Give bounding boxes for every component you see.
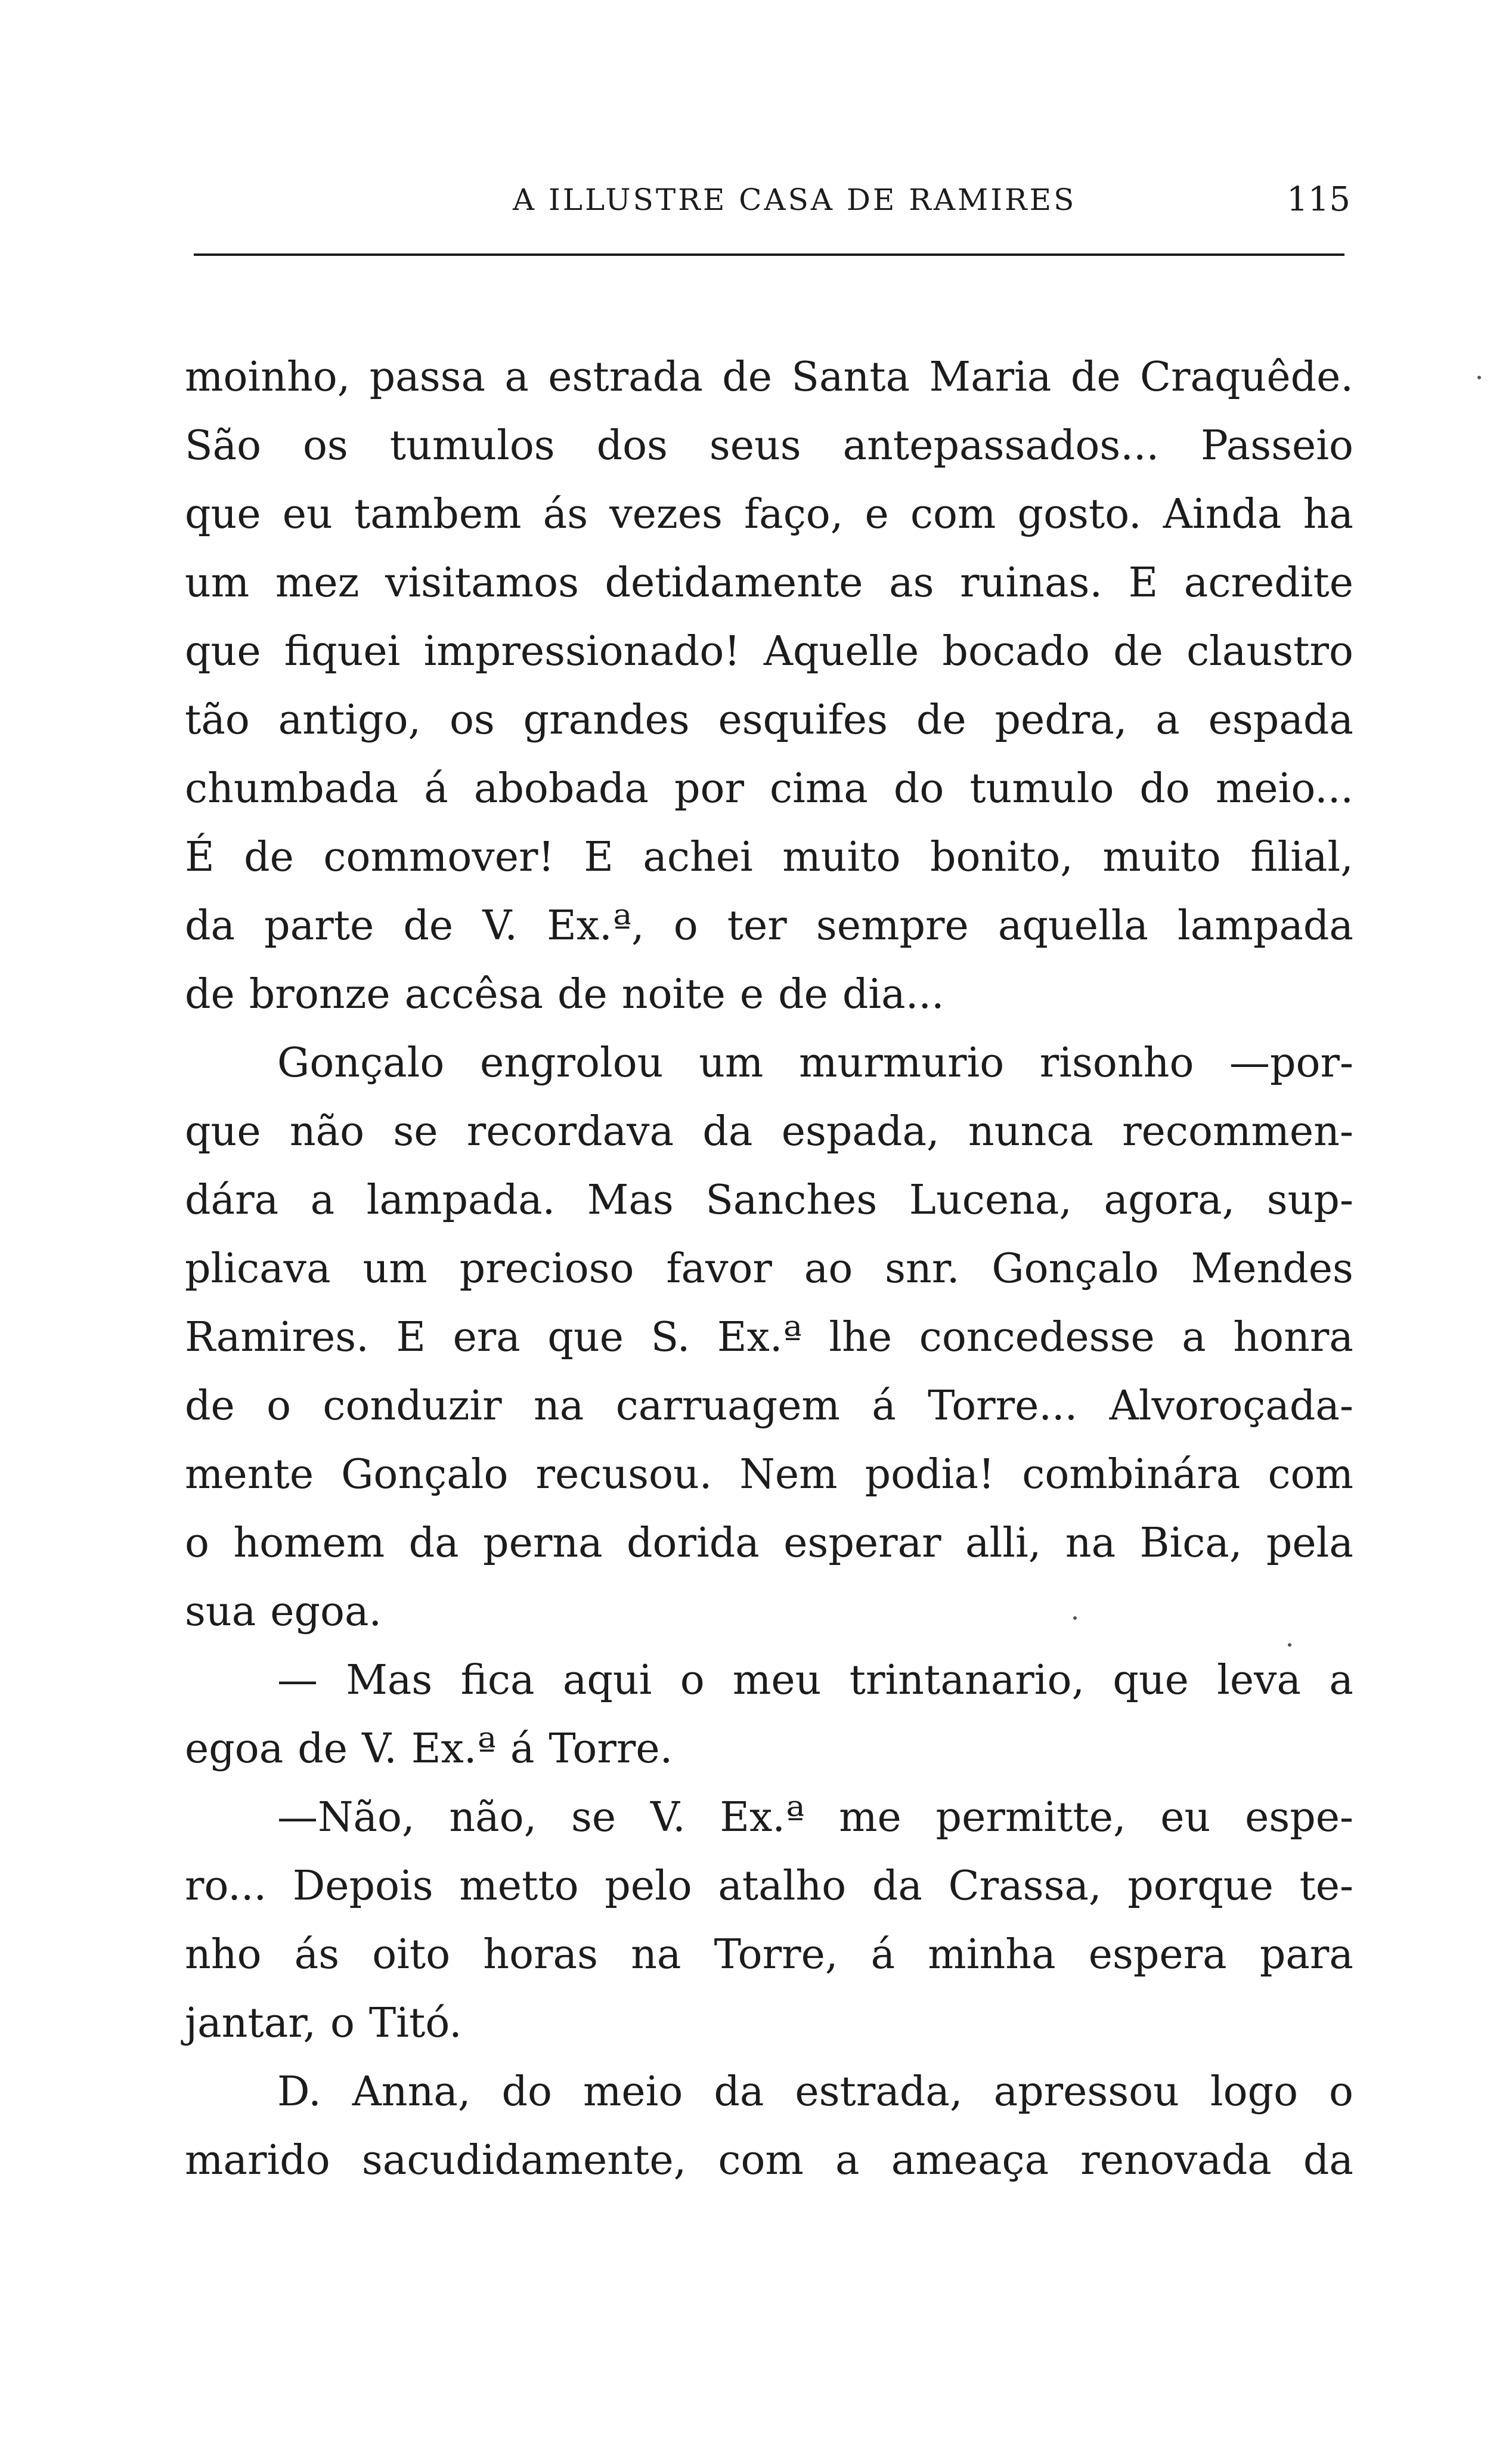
- word: porque: [1127, 1863, 1274, 1910]
- word: Anna,: [352, 2068, 471, 2115]
- word: vezes: [609, 491, 723, 538]
- word: bronze: [249, 971, 391, 1018]
- word: recommen-: [1122, 1108, 1353, 1155]
- word: Santa: [791, 354, 910, 401]
- word: meio: [583, 2068, 683, 2115]
- word: muito: [1102, 834, 1221, 881]
- word: concedesse: [919, 1314, 1155, 1361]
- word: bonito,: [930, 834, 1073, 881]
- text-line: [185, 1989, 1353, 2058]
- paper-speck: [1477, 376, 1481, 379]
- word: acredite: [1183, 559, 1353, 607]
- word: Torre...: [928, 1382, 1078, 1430]
- word: Nem: [739, 1451, 838, 1498]
- word: mez: [275, 559, 360, 607]
- text-line: [185, 1509, 1353, 1577]
- word: faço,: [744, 491, 844, 538]
- word: passa: [369, 354, 486, 401]
- text-line: [185, 1029, 1353, 1097]
- word: antigo,: [278, 697, 422, 744]
- word: Gonçalo: [277, 1040, 445, 1087]
- word: que: [1113, 1657, 1189, 1704]
- word: Ex.ª: [720, 1794, 805, 1841]
- word: São: [185, 422, 262, 469]
- text-line: [185, 1577, 1353, 1646]
- word: aquella: [997, 902, 1148, 949]
- word: era: [453, 1314, 520, 1361]
- word: não,: [449, 1794, 537, 1841]
- word: V.: [650, 1794, 686, 1841]
- word: Gonçalo: [992, 1245, 1159, 1292]
- word: carruagem: [615, 1382, 840, 1430]
- word: E: [396, 1314, 426, 1361]
- text-line: [185, 1783, 1353, 1852]
- word: logo: [1210, 2068, 1299, 2115]
- word: sua: [185, 1588, 256, 1635]
- word: nunca: [968, 1108, 1093, 1155]
- word: Passeio: [1201, 422, 1353, 469]
- word: ha: [1303, 491, 1353, 538]
- word: Mas: [587, 1177, 674, 1224]
- word: espe-: [1245, 1794, 1353, 1841]
- word: snr.: [885, 1245, 960, 1292]
- word: tumulos: [389, 422, 555, 469]
- word: o: [680, 1657, 705, 1704]
- word: do: [501, 2068, 552, 2115]
- word: fica: [460, 1657, 535, 1704]
- text-line: [185, 1166, 1353, 1235]
- word: gosto.: [1017, 491, 1142, 538]
- word: leva: [1217, 1657, 1302, 1704]
- word: o: [185, 1520, 209, 1567]
- word: favor: [666, 1245, 772, 1292]
- word: antepassados...: [842, 422, 1160, 469]
- running-title: A ILLUSTRE CASA DE RAMIRES: [513, 183, 1077, 217]
- text-line: [185, 1372, 1353, 1440]
- word: na: [534, 1382, 584, 1430]
- word: te-: [1299, 1863, 1353, 1910]
- word: esperar: [783, 1520, 941, 1567]
- word: dorida: [627, 1520, 760, 1567]
- word: trintanario,: [849, 1657, 1085, 1704]
- word: ro...: [185, 1863, 267, 1910]
- paper-speck: [1073, 1616, 1077, 1620]
- word: abobada: [473, 765, 649, 812]
- word: Crassa,: [948, 1863, 1102, 1910]
- word: visitamos: [385, 559, 579, 607]
- word: espada,: [781, 1108, 940, 1155]
- word: ameaça: [891, 2137, 1049, 2184]
- word: pelo: [605, 1863, 692, 1910]
- word: ás: [294, 1931, 340, 1978]
- word: e: [865, 491, 889, 538]
- word: o: [1329, 2068, 1353, 2115]
- word: fiquei: [284, 628, 401, 675]
- word: da: [872, 1863, 922, 1910]
- word: da: [185, 902, 236, 949]
- word: tambem: [354, 491, 522, 538]
- word: com: [718, 2137, 804, 2184]
- text-line: [185, 1646, 1353, 1715]
- word: agora,: [1104, 1177, 1235, 1224]
- word: Torre,: [714, 1931, 838, 1978]
- word: se: [393, 1108, 438, 1155]
- running-head: [185, 176, 1350, 224]
- word: alli,: [965, 1520, 1042, 1567]
- word: tumulo: [969, 765, 1114, 812]
- body-text: [185, 343, 1353, 2195]
- text-line: [185, 412, 1353, 480]
- word: da: [1303, 2137, 1353, 2184]
- text-line: [185, 480, 1353, 549]
- word: recordava: [466, 1108, 674, 1155]
- word: Ex.ª: [717, 1314, 802, 1361]
- word: de: [1113, 628, 1163, 675]
- word: plicava: [185, 1245, 331, 1292]
- word: muito: [782, 834, 901, 881]
- word: de: [244, 834, 294, 881]
- word: pedra,: [994, 697, 1127, 744]
- word: ao: [804, 1245, 853, 1292]
- text-line: [185, 2126, 1353, 2195]
- word: chumbada: [185, 765, 399, 812]
- word: pela: [1266, 1520, 1353, 1567]
- word: murmurio: [798, 1040, 1005, 1087]
- text-line: [185, 960, 1353, 1029]
- word: não: [289, 1108, 365, 1155]
- word: dára: [185, 1177, 279, 1224]
- word: para: [1259, 1931, 1353, 1978]
- word: de: [722, 354, 773, 401]
- word: um: [185, 559, 250, 607]
- word: por: [674, 765, 744, 812]
- word: combinára: [1022, 1451, 1241, 1498]
- word: egoa.: [270, 1588, 382, 1635]
- word: o: [267, 1382, 292, 1430]
- text-line: [185, 549, 1353, 617]
- word: dia...: [842, 971, 944, 1018]
- word: filial,: [1250, 834, 1353, 881]
- word: lampada: [1178, 902, 1353, 949]
- word: Ex.ª: [411, 1725, 496, 1773]
- word: ter: [727, 902, 787, 949]
- text-line: [185, 343, 1353, 412]
- word: Maria: [929, 354, 1052, 401]
- word: ruinas.: [960, 559, 1103, 607]
- word: renovada: [1080, 2137, 1272, 2184]
- header-rule: [194, 253, 1344, 256]
- word: á: [872, 1382, 896, 1430]
- word: —Não,: [277, 1794, 415, 1841]
- word: a: [835, 2137, 860, 2184]
- word: Torre.: [549, 1725, 673, 1773]
- word: claustro: [1186, 628, 1353, 675]
- word: Alvoroçada-: [1109, 1382, 1353, 1430]
- word: Bica,: [1139, 1520, 1243, 1567]
- word: recusou.: [535, 1451, 712, 1498]
- word: e: [739, 971, 764, 1018]
- word: engrolou: [479, 1040, 664, 1087]
- word: Mendes: [1191, 1245, 1353, 1292]
- word: de: [403, 902, 454, 949]
- word: apressou: [993, 2068, 1179, 2115]
- word: os: [449, 697, 495, 744]
- word: nho: [185, 1931, 262, 1978]
- word: a: [310, 1177, 335, 1224]
- word: á: [510, 1725, 535, 1773]
- word: Mas: [346, 1657, 433, 1704]
- word: —: [277, 1657, 318, 1704]
- word: da: [714, 2068, 764, 2115]
- word: da: [702, 1108, 753, 1155]
- word: Depois: [292, 1863, 433, 1910]
- word: de: [185, 971, 235, 1018]
- word: esquifes: [718, 697, 888, 744]
- page-number: 115: [1287, 180, 1350, 219]
- word: os: [302, 422, 348, 469]
- text-line: [185, 754, 1353, 823]
- word: seus: [709, 422, 801, 469]
- word: impressionado!: [423, 628, 740, 675]
- paper-speck: [1288, 1643, 1291, 1647]
- text-line: [185, 1715, 1353, 1783]
- word: de: [778, 971, 828, 1018]
- word: Ainda: [1163, 491, 1282, 538]
- word: espada: [1208, 697, 1353, 744]
- word: a: [504, 354, 529, 401]
- word: estrada: [548, 354, 703, 401]
- word: tão: [185, 697, 250, 744]
- word: me: [839, 1794, 901, 1841]
- word: ás: [543, 491, 588, 538]
- word: homem: [233, 1520, 385, 1567]
- text-line: [185, 1303, 1353, 1372]
- word: do: [1139, 765, 1190, 812]
- word: que: [185, 491, 261, 538]
- word: do: [893, 765, 944, 812]
- word: as: [889, 559, 934, 607]
- word: com: [1268, 1451, 1353, 1498]
- word: —por-: [1229, 1040, 1353, 1087]
- word: parte: [264, 902, 374, 949]
- word: D.: [277, 2068, 321, 2115]
- word: cima: [769, 765, 868, 812]
- word: Aquelle: [763, 628, 919, 675]
- word: que: [547, 1314, 624, 1361]
- word: de: [916, 697, 966, 744]
- word: a: [1155, 697, 1180, 744]
- word: É: [185, 834, 215, 881]
- word: que: [185, 628, 261, 675]
- word: V.: [482, 902, 518, 949]
- word: atalho: [718, 1863, 847, 1910]
- word: detidamente: [605, 559, 863, 607]
- word: noite: [621, 971, 726, 1018]
- word: eu: [1160, 1794, 1211, 1841]
- word: achei: [643, 834, 753, 881]
- word: bocado: [942, 628, 1090, 675]
- word: V.: [362, 1725, 397, 1773]
- word: aqui: [562, 1657, 652, 1704]
- word: a: [1329, 1657, 1353, 1704]
- word: se: [571, 1794, 616, 1841]
- word: oito: [372, 1931, 451, 1978]
- text-line: [185, 1097, 1353, 1166]
- text-line: [185, 617, 1353, 686]
- word: um: [362, 1245, 427, 1292]
- word: de: [298, 1725, 348, 1773]
- word: egoa: [185, 1725, 284, 1773]
- text-line: [185, 2058, 1353, 2126]
- word: perna: [483, 1520, 603, 1567]
- word: á: [870, 1931, 896, 1978]
- word: moinho,: [185, 354, 351, 401]
- word: de: [185, 1382, 235, 1430]
- word: E: [584, 834, 614, 881]
- word: que: [185, 1108, 261, 1155]
- word: mente: [185, 1451, 314, 1498]
- word: á: [424, 765, 448, 812]
- word: Craquêde.: [1139, 354, 1353, 401]
- word: honra: [1233, 1314, 1353, 1361]
- word: Titó.: [368, 2000, 462, 2047]
- text-line: [185, 823, 1353, 892]
- text-line: [185, 1440, 1353, 1509]
- word: metto: [459, 1863, 579, 1910]
- word: accêsa: [404, 971, 544, 1018]
- word: da: [408, 1520, 459, 1567]
- word: de: [1070, 354, 1121, 401]
- text-line: [185, 1920, 1353, 1989]
- word: a: [1182, 1314, 1206, 1361]
- word: marido: [185, 2137, 330, 2184]
- word: espera: [1088, 1931, 1227, 1978]
- word: grandes: [523, 697, 690, 744]
- word: S.: [650, 1314, 690, 1361]
- word: um: [699, 1040, 764, 1087]
- word: horas: [483, 1931, 598, 1978]
- word: sempre: [816, 902, 969, 949]
- word: conduzir: [323, 1382, 502, 1430]
- word: Ex.ª,: [547, 902, 645, 949]
- word: precioso: [459, 1245, 634, 1292]
- text-line: [185, 686, 1353, 754]
- text-line: [185, 1852, 1353, 1920]
- word: minha: [928, 1931, 1056, 1978]
- word: Gonçalo: [341, 1451, 509, 1498]
- word: com: [910, 491, 996, 538]
- word: Ramires.: [185, 1314, 369, 1361]
- word: sup-: [1266, 1177, 1353, 1224]
- word: Lucena,: [909, 1177, 1073, 1224]
- word: lampada.: [366, 1177, 556, 1224]
- word: podia!: [865, 1451, 995, 1498]
- word: Sanches: [705, 1177, 878, 1224]
- word: meio...: [1215, 765, 1353, 812]
- text-line: [185, 1235, 1353, 1303]
- word: jantar,: [185, 2000, 316, 2047]
- word: o: [330, 2000, 355, 2047]
- word: E: [1128, 559, 1158, 607]
- word: meu: [732, 1657, 822, 1704]
- word: o: [673, 902, 698, 949]
- word: sacudidamente,: [361, 2137, 687, 2184]
- word: risonho: [1039, 1040, 1194, 1087]
- word: eu: [282, 491, 333, 538]
- word: na: [1065, 1520, 1116, 1567]
- word: estrada,: [795, 2068, 963, 2115]
- word: lhe: [829, 1314, 893, 1361]
- word: dos: [596, 422, 668, 469]
- word: na: [631, 1931, 681, 1978]
- text-line: [185, 892, 1353, 960]
- word: commover!: [323, 834, 554, 881]
- word: permitte,: [935, 1794, 1126, 1841]
- word: de: [557, 971, 608, 1018]
